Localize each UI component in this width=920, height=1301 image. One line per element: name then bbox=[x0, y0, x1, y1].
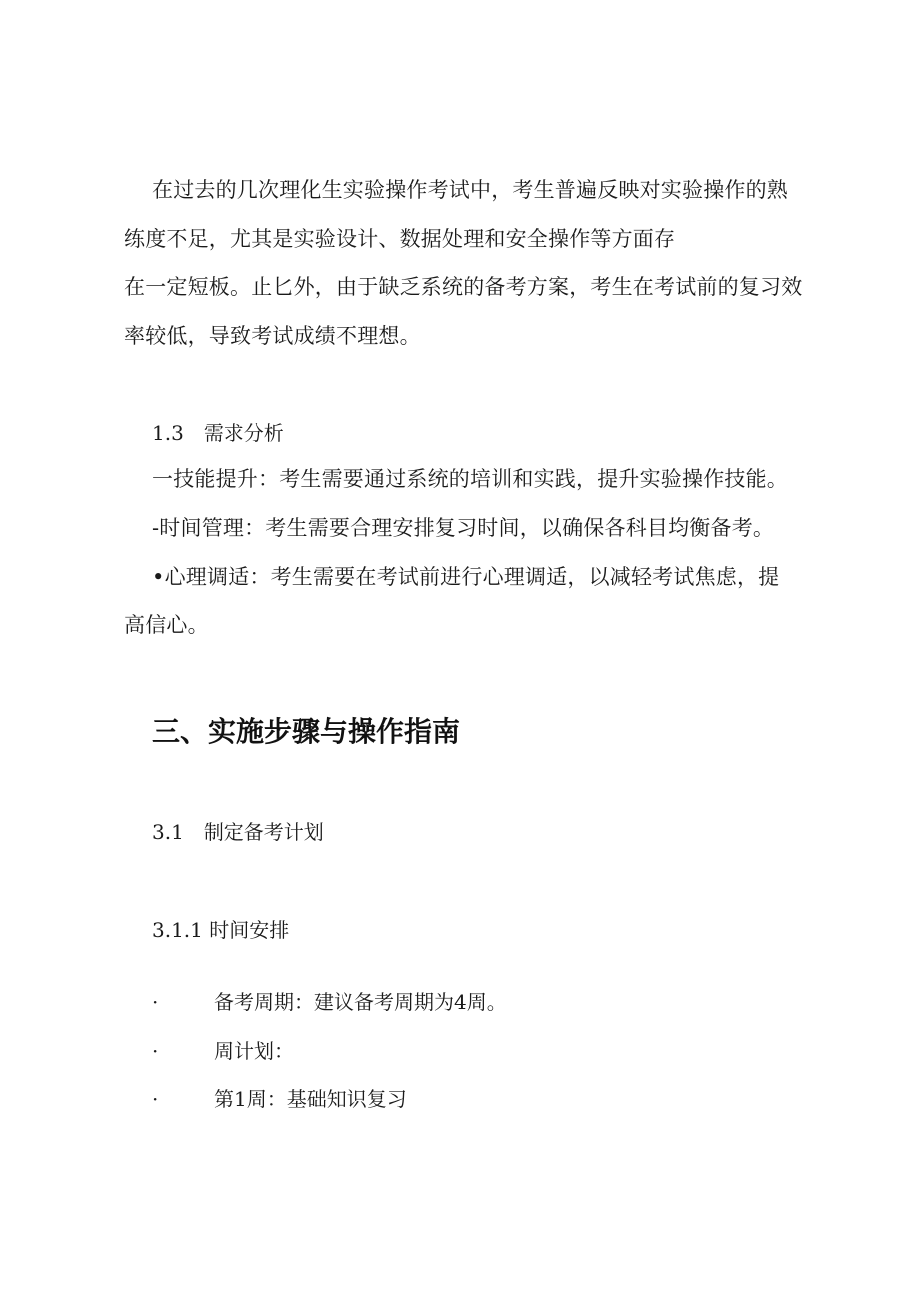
needs-item-mental-cont: 高信心。 bbox=[124, 613, 209, 637]
list-item-text: 第1周：基础知识复习 bbox=[214, 1087, 407, 1111]
list-item bbox=[152, 1089, 407, 1109]
intro-line-4: 率较低，导致考试成绩不理想。 bbox=[124, 324, 421, 348]
section-1-3-heading bbox=[152, 423, 284, 443]
list-item bbox=[152, 992, 507, 1012]
intro-line-2: 练度不足，尤其是实验设计、数据处理和安全操作等方面存 bbox=[124, 227, 676, 251]
section-number: 1.3 bbox=[152, 421, 184, 445]
needs-item-time: -时间管理：考生需要合理安排复习时间，以确保各科目均衡备考。 bbox=[152, 516, 775, 540]
bullet-marker: · bbox=[152, 1087, 159, 1111]
list-item-text: 周计划： bbox=[214, 1039, 294, 1063]
needs-item-skill: 一技能提升：考生需要通过系统的培训和实践，提升实验操作技能。 bbox=[152, 467, 788, 491]
list-item-text: 备考周期：建议备考周期为4周。 bbox=[214, 990, 507, 1014]
chapter-3-title: 三、实施步骤与操作指南 bbox=[152, 715, 461, 748]
section-3-1-heading bbox=[152, 822, 324, 842]
section-3-1-1-heading: 3.1.1 时间安排 bbox=[152, 918, 290, 942]
bullet-marker: · bbox=[152, 990, 159, 1014]
section-title: 制定备考计划 bbox=[203, 820, 324, 844]
intro-line-1: 在过去的几次理化生实验操作考试中，考生普遍反映对实验操作的熟 bbox=[152, 178, 788, 202]
section-title: 需求分析 bbox=[203, 421, 284, 445]
section-number: 3.1 bbox=[152, 820, 184, 844]
intro-line-3: 在一定短板。止匕外，由于缺乏系统的备考方案，考生在考试前的复习效 bbox=[124, 275, 803, 299]
needs-item-mental: •心理调适：考生需要在考试前进行心理调适，以减轻考试焦虑，提 bbox=[152, 565, 780, 589]
bullet-marker: · bbox=[152, 1039, 159, 1063]
list-item bbox=[152, 1041, 294, 1061]
